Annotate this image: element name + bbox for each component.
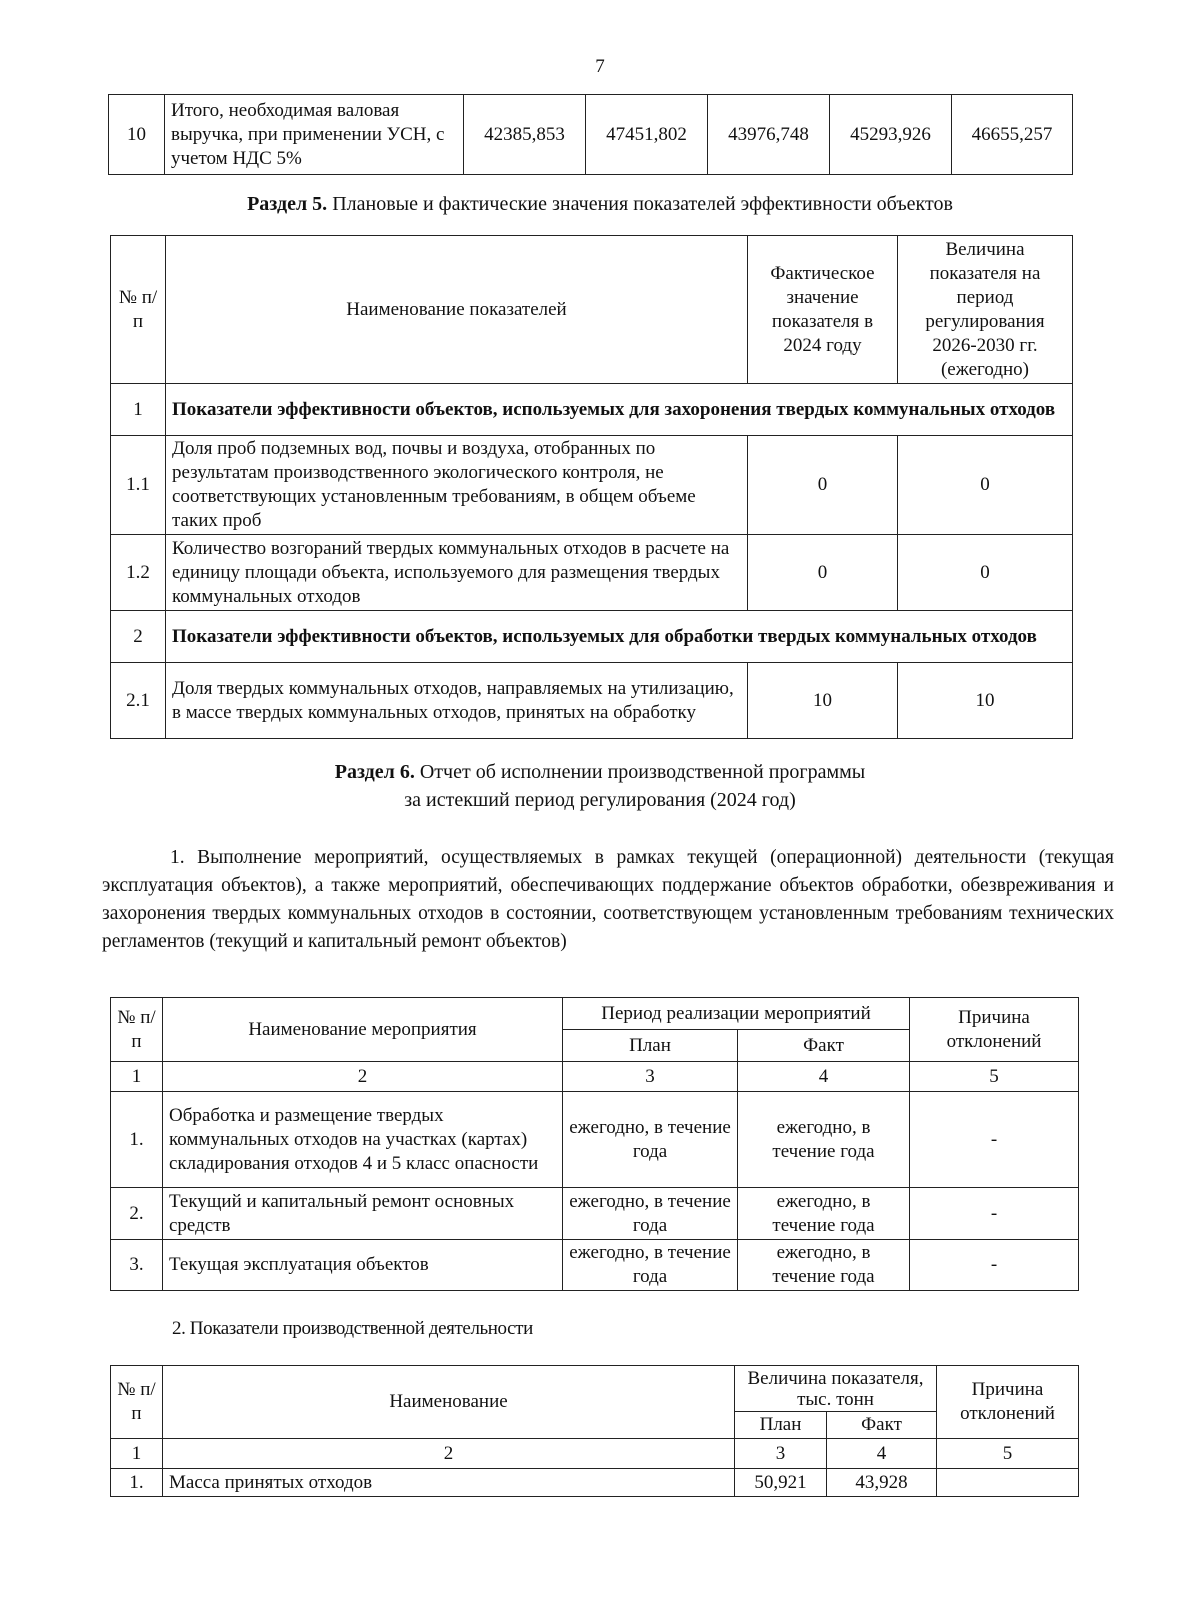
- row-name: Итого, необходимая валовая выручка, при применении УСН, с учетом НДС 5%: [165, 95, 464, 175]
- section5-title-rest: Плановые и фактические значения показателей эффективности объектов: [327, 193, 953, 215]
- header-name: Наименование: [163, 1366, 735, 1439]
- header-period: Период реализации мероприятий: [563, 998, 910, 1030]
- row-number: 2: [111, 611, 166, 663]
- header-fact: Факт: [827, 1412, 937, 1439]
- actual-value: 10: [748, 663, 898, 739]
- activity-name: Текущая эксплуатация объектов: [163, 1240, 563, 1291]
- indicator-name: Доля проб подземных вод, почвы и воздуха, отобранных по результатам производственного экологического контроля, не соответствующих установленным требованиям, в общем объеме таких проб: [166, 436, 748, 535]
- column-number: 3: [735, 1439, 827, 1469]
- indicator-name: Доля твердых коммунальных отходов, направляемых на утилизацию, в массе твердых коммунальных отходов, принятых на обработку: [166, 663, 748, 739]
- value-cell: 45293,926: [830, 95, 952, 175]
- section6-title-rest: Отчет об исполнении производственной программы: [414, 761, 866, 783]
- row-number: 1.: [111, 1092, 163, 1188]
- column-number: 2: [163, 1439, 735, 1469]
- column-number: 1: [111, 1062, 163, 1092]
- section6-title: [0, 758, 1200, 814]
- plan-value: 0: [898, 436, 1073, 535]
- activities-table: [110, 997, 1079, 1291]
- indicator-name: Количество возгораний твердых коммунальных отходов в расчете на единицу площади объекта, используемого для размещения твердых коммунальных отходов: [166, 535, 748, 611]
- column-number: 1: [111, 1439, 163, 1469]
- row-number: 1.1: [111, 436, 166, 535]
- section6-title-bold: Раздел 6.: [334, 761, 415, 783]
- header-name: Наименование мероприятия: [163, 998, 563, 1062]
- header-name: Наименование показателей: [166, 236, 748, 384]
- activity-plan: ежегодно, в течение года: [563, 1092, 738, 1188]
- activity-plan: ежегодно, в течение года: [563, 1188, 738, 1240]
- row-number: 1: [111, 384, 166, 436]
- row-number: 1.: [111, 1469, 163, 1497]
- subsection-2-title: 2. Показатели производственной деятельности: [172, 1318, 533, 1339]
- group-heading: Показатели эффективности объектов, используемых для захоронения твердых коммунальных отходов: [166, 384, 1073, 436]
- header-num: № п/п: [111, 998, 163, 1062]
- header-fact: Факт: [738, 1030, 910, 1062]
- activity-name: Текущий и капитальный ремонт основных средств: [163, 1188, 563, 1240]
- value-cell: 46655,257: [952, 95, 1073, 175]
- activity-name: Обработка и размещение твердых коммунальных отходов на участках (картах) складирования отходов 4 и 5 класс опасности: [163, 1092, 563, 1188]
- indicator-name: Масса принятых отходов: [163, 1469, 735, 1497]
- revenue-total-table: [108, 94, 1073, 175]
- plan-value: 0: [898, 535, 1073, 611]
- row-number: 1.2: [111, 535, 166, 611]
- group-heading: Показатели эффективности объектов, используемых для обработки твердых коммунальных отходов: [166, 611, 1073, 663]
- header-num: № п/п: [111, 236, 166, 384]
- column-number: 5: [910, 1062, 1079, 1092]
- header-value: Величина показателя, тыс. тонн: [735, 1366, 937, 1412]
- actual-value: 0: [748, 436, 898, 535]
- page-number: 7: [595, 56, 605, 77]
- header-plan: План: [563, 1030, 738, 1062]
- efficiency-table: [110, 235, 1073, 739]
- paragraph-activities: 1. Выполнение мероприятий, осуществляемых в рамках текущей (операционной) деятельности (текущая эксплуатация объектов), а также мероприятий, обеспечивающих поддержание объектов обработки, обезвреживания и захоронения твердых коммунальных отходов в состоянии, соответствующем установленным требованиям технических регламентов (текущий и капитальный ремонт объектов): [102, 847, 1114, 952]
- plan-value: 10: [898, 663, 1073, 739]
- activity-fact: ежегодно, в течение года: [738, 1092, 910, 1188]
- header-reason: Причина отклонений: [937, 1366, 1079, 1439]
- column-number: 4: [738, 1062, 910, 1092]
- header-num: № п/п: [111, 1366, 163, 1439]
- section5-title-bold: Раздел 5.: [247, 193, 328, 215]
- column-number: 4: [827, 1439, 937, 1469]
- row-number: 2.: [111, 1188, 163, 1240]
- column-number: 5: [937, 1439, 1079, 1469]
- section6-title-line2: за истекший период регулирования (2024 год): [404, 789, 796, 811]
- fact-value: 43,928: [827, 1469, 937, 1497]
- actual-value: 0: [748, 535, 898, 611]
- row-number: 3.: [111, 1240, 163, 1291]
- header-plan: План: [735, 1412, 827, 1439]
- reason-value: [937, 1469, 1079, 1497]
- header-actual: Фактическое значение показателя в 2024 году: [748, 236, 898, 384]
- production-table: [110, 1365, 1079, 1497]
- activity-plan: ежегодно, в течение года: [563, 1240, 738, 1291]
- value-cell: 43976,748: [708, 95, 830, 175]
- row-number: 10: [109, 95, 165, 175]
- activity-reason: -: [910, 1092, 1079, 1188]
- column-number: 2: [163, 1062, 563, 1092]
- activity-fact: ежегодно, в течение года: [738, 1188, 910, 1240]
- activity-reason: -: [910, 1188, 1079, 1240]
- section5-title: [0, 190, 1200, 218]
- row-number: 2.1: [111, 663, 166, 739]
- header-reason: Причина отклонений: [910, 998, 1079, 1062]
- value-cell: 47451,802: [586, 95, 708, 175]
- activity-fact: ежегодно, в течение года: [738, 1240, 910, 1291]
- value-cell: 42385,853: [464, 95, 586, 175]
- plan-value: 50,921: [735, 1469, 827, 1497]
- activity-reason: -: [910, 1240, 1079, 1291]
- header-plan: Величина показателя на период регулирования 2026-2030 гг. (ежегодно): [898, 236, 1073, 384]
- column-number: 3: [563, 1062, 738, 1092]
